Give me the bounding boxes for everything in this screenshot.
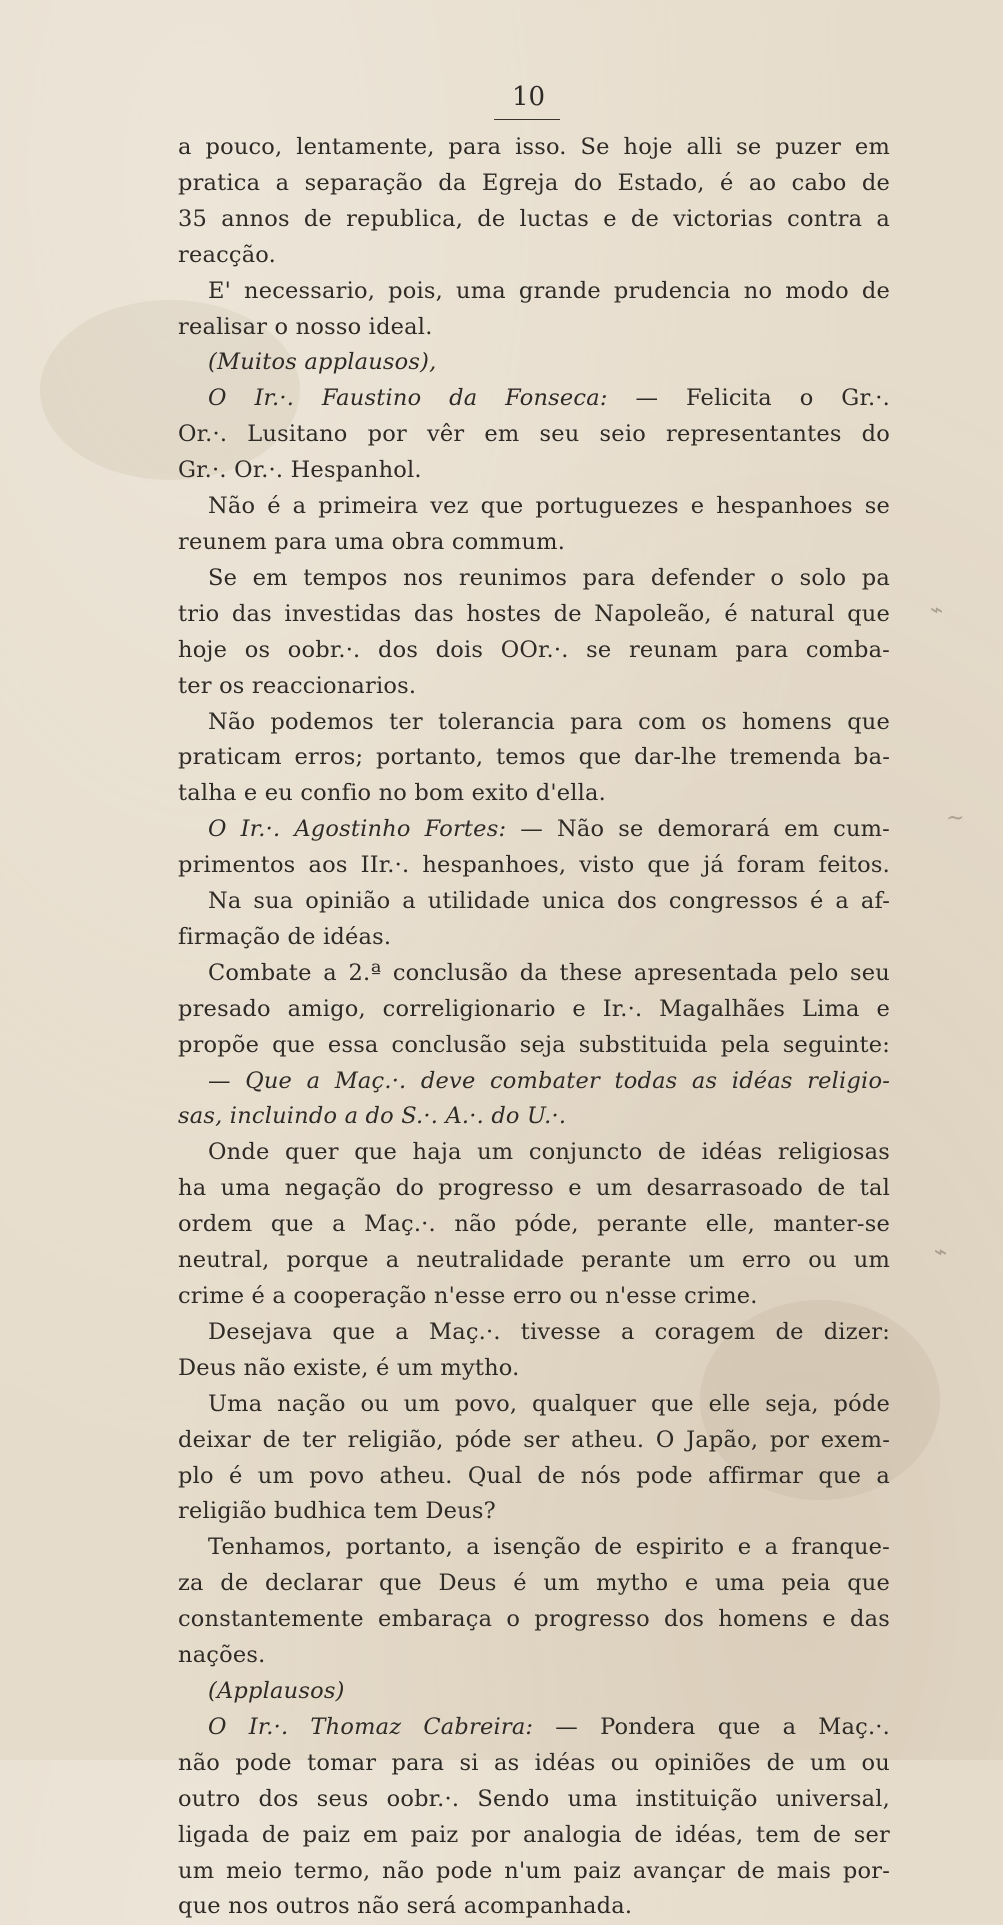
text-segment: outro dos seus oobr.·. Sendo uma instituição universal, (178, 1785, 890, 1812)
text-line (178, 561, 890, 597)
text-segment: primentos aos IIr.·. hespanhoes, visto que já foram feitos. (178, 852, 890, 879)
text-line (178, 1494, 890, 1530)
text-line (178, 1099, 890, 1135)
text-line (178, 1064, 890, 1100)
text-segment: — Não se demorará em cum- (506, 816, 890, 843)
text-segment: — Pondera que a Maç.·. (533, 1713, 890, 1740)
text-segment: um meio termo, não pode n'um paiz avançar de mais por- (178, 1857, 890, 1884)
page-number: 10 (512, 82, 546, 112)
text-line (178, 633, 890, 669)
text-segment: talha e eu confio no bom exito d'ella. (178, 780, 607, 807)
text-segment: ter os reaccionarios. (178, 672, 417, 699)
italic-text-segment: Que a Maç.·. deve combater todas as idéas religio- (245, 1067, 890, 1094)
text-line (178, 1530, 890, 1566)
text-line (178, 1854, 890, 1890)
text-segment: Tenhamos, portanto, a isenção de espirito e a franque- (208, 1534, 890, 1561)
text-line (178, 1315, 890, 1351)
text-segment: crime é a cooperação n'esse erro ou n'esse crime. (178, 1283, 758, 1309)
text-segment: Gr.·. Or.·. Hespanhol. (178, 457, 422, 484)
italic-text-segment: O Ir.·. Thomaz Cabreira: (208, 1713, 534, 1740)
page-body-text (178, 130, 890, 1925)
text-line (178, 1782, 890, 1818)
text-segment: trio das investidas das hostes de Napoleão, é natural que (178, 600, 890, 627)
text-line (178, 489, 890, 525)
text-segment: za de declarar que Deus é um mytho e uma peia que (178, 1570, 890, 1597)
italic-text-segment: O Ir.·. Agostinho Fortes: (208, 816, 507, 843)
text-segment: Or.·. Lusitano por vêr em seu seio representantes do (178, 421, 890, 448)
text-line (178, 669, 890, 705)
text-segment: hoje os oobr.·. dos dois OOr.·. se reunam para comba- (178, 636, 890, 663)
text-segment: firmação de idéas. (178, 923, 392, 950)
text-segment: que nos outros não será acompanhada. (178, 1893, 633, 1920)
text-line (178, 812, 890, 848)
italic-text-segment: O Ir.·. Faustino da Fonseca: (208, 385, 608, 412)
text-segment: neutral, porque a neutralidade perante um erro ou um (178, 1247, 890, 1274)
text-segment: Deus não existe, é um mytho. (178, 1354, 520, 1381)
text-line (178, 345, 890, 381)
text-segment: Onde quer que haja um conjuncto de idéas religiosas (208, 1139, 890, 1166)
text-segment: Desejava que a Maç.·. tivesse a coragem de dizer: (208, 1318, 890, 1345)
text-line (178, 1423, 890, 1459)
text-segment: Combate a 2.ª conclusão da these apresentada pelo seu (208, 959, 890, 986)
text-line (178, 956, 890, 992)
text-line (178, 1459, 890, 1495)
text-line (178, 1028, 890, 1064)
text-segment: não pode tomar para si as idéas ou opiniões de um ou (178, 1749, 890, 1776)
text-line (178, 1387, 890, 1423)
text-line (178, 310, 890, 346)
text-line (178, 1351, 890, 1387)
text-line (178, 1818, 890, 1854)
text-line (178, 597, 890, 633)
text-line (178, 1135, 890, 1171)
text-segment: 35 annos de republica, de luctas e de victorias contra a (178, 205, 890, 232)
text-segment: presado amigo, correligionario e Ir.·. Magalhães Lima e (178, 995, 890, 1022)
text-line (178, 453, 890, 489)
text-segment: realisar o nosso ideal. (178, 313, 433, 340)
text-segment: pratica a separação da Egreja do Estado, é ao cabo de (178, 169, 890, 196)
text-line (178, 1279, 890, 1315)
text-segment: reacção. (178, 241, 277, 268)
text-line (178, 202, 890, 238)
text-segment: — Felicita o Gr.·. (607, 385, 890, 412)
text-line (178, 1746, 890, 1782)
text-line (178, 1710, 890, 1746)
text-line (178, 1889, 890, 1925)
margin-pencil-mark: ⌁ (930, 598, 944, 623)
text-line (178, 1602, 890, 1638)
text-line (178, 1638, 890, 1674)
text-segment: Na sua opinião a utilidade unica dos congressos é a af- (208, 888, 890, 915)
text-segment: ordem que a Maç.·. não póde, perante elle, manter-se (178, 1211, 890, 1238)
text-line (178, 238, 890, 274)
text-segment: reunem para uma obra commum. (178, 528, 566, 555)
text-line (178, 1207, 890, 1243)
text-line (178, 884, 890, 920)
text-line (178, 274, 890, 310)
margin-pencil-mark: ~ (946, 806, 965, 831)
margin-pencil-mark: ⌁ (934, 1240, 948, 1265)
text-line (178, 1566, 890, 1602)
text-segment: deixar de ter religião, póde ser atheu. O Japão, por exem- (178, 1426, 890, 1453)
text-line (178, 920, 890, 956)
text-line (178, 1171, 890, 1207)
page-number-rule (494, 119, 560, 120)
text-segment: ligada de paiz em paiz por analogia de idéas, tem de ser (178, 1821, 890, 1848)
text-line (178, 381, 890, 417)
text-line (178, 130, 890, 166)
text-segment: Não podemos ter tolerancia para com os homens que (208, 708, 890, 735)
text-line (178, 992, 890, 1028)
text-line (178, 417, 890, 453)
text-segment: constantemente embaraça o progresso dos homens e das (178, 1606, 890, 1633)
text-segment: propõe que essa conclusão seja substituida pela seguinte: (178, 1031, 890, 1058)
text-line (178, 740, 890, 776)
text-line (178, 1674, 890, 1710)
text-segment: a pouco, lentamente, para isso. Se hoje alli se puzer em (178, 134, 890, 160)
text-line (178, 848, 890, 884)
italic-text-segment: sas, incluindo a do S.·. A.·. do U.·. (178, 1103, 567, 1130)
text-segment: nações. (178, 1642, 266, 1669)
text-segment: praticam erros; portanto, temos que dar-lhe tremenda ba- (178, 744, 890, 771)
text-line (178, 776, 890, 812)
text-segment: — (208, 1067, 246, 1094)
italic-text-segment: (Applausos) (208, 1677, 345, 1704)
text-segment: ha uma negação do progresso e um desarrasoado de tal (178, 1175, 890, 1202)
text-segment: plo é um povo atheu. Qual de nós pode affirmar que a (178, 1462, 890, 1489)
text-segment: Uma nação ou um povo, qualquer que elle seja, póde (208, 1390, 890, 1417)
text-segment: E' necessario, pois, uma grande prudencia no modo de (208, 277, 890, 304)
text-line (178, 705, 890, 741)
text-segment: Não é a primeira vez que portuguezes e hespanhoes se (208, 493, 890, 520)
italic-text-segment: (Muitos applausos), (208, 349, 437, 376)
text-line (178, 525, 890, 561)
text-line (178, 1243, 890, 1279)
text-segment: Se em tempos nos reunimos para defender o solo pa (208, 564, 890, 591)
text-line (178, 166, 890, 202)
text-segment: religião budhica tem Deus? (178, 1498, 496, 1525)
